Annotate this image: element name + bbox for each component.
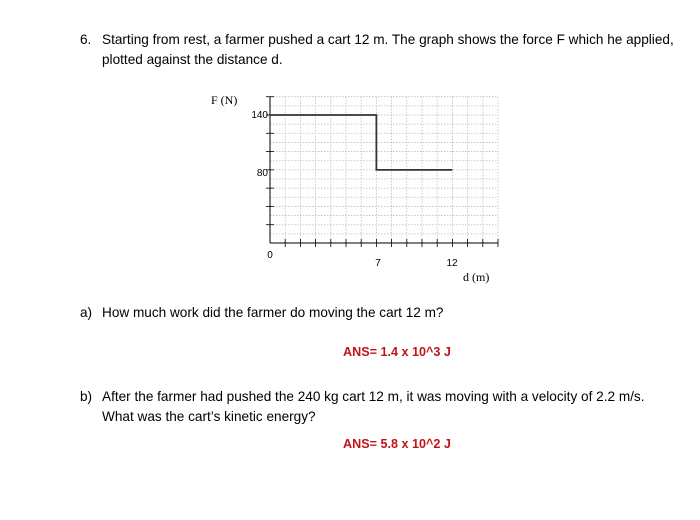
part-a-answer: ANS= 1.4 x 10^3 J — [343, 345, 451, 359]
x-tick-label-12: 12 — [446, 258, 458, 269]
question-number: 6. — [80, 32, 92, 47]
part-a-text: How much work did the farmer do moving the cart 12 m? — [102, 305, 444, 320]
y-axis-label: F (N) — [211, 93, 238, 107]
part-b-answer: ANS= 5.8 x 10^2 J — [343, 437, 451, 451]
origin-label: 0 — [267, 250, 273, 261]
question-line-2: plotted against the distance d. — [102, 52, 283, 67]
part-a-label: a) — [80, 305, 93, 320]
x-tick-label-7: 7 — [375, 258, 381, 269]
x-axis-label: d (m) — [463, 270, 490, 284]
part-b-line-2: What was the cart’s kinetic energy? — [102, 409, 316, 424]
y-tick-label-80: 80 — [256, 168, 268, 179]
part-b-line-1: After the farmer had pushed the 240 kg cart 12 m, it was moving with a velocity of 2.2 m/s. — [102, 389, 645, 404]
part-b-label: b) — [80, 389, 93, 404]
question-line-1: Starting from rest, a farmer pushed a cart 12 m. The graph shows the force F which he applied, — [102, 32, 674, 47]
y-tick-label-140: 140 — [251, 110, 268, 121]
